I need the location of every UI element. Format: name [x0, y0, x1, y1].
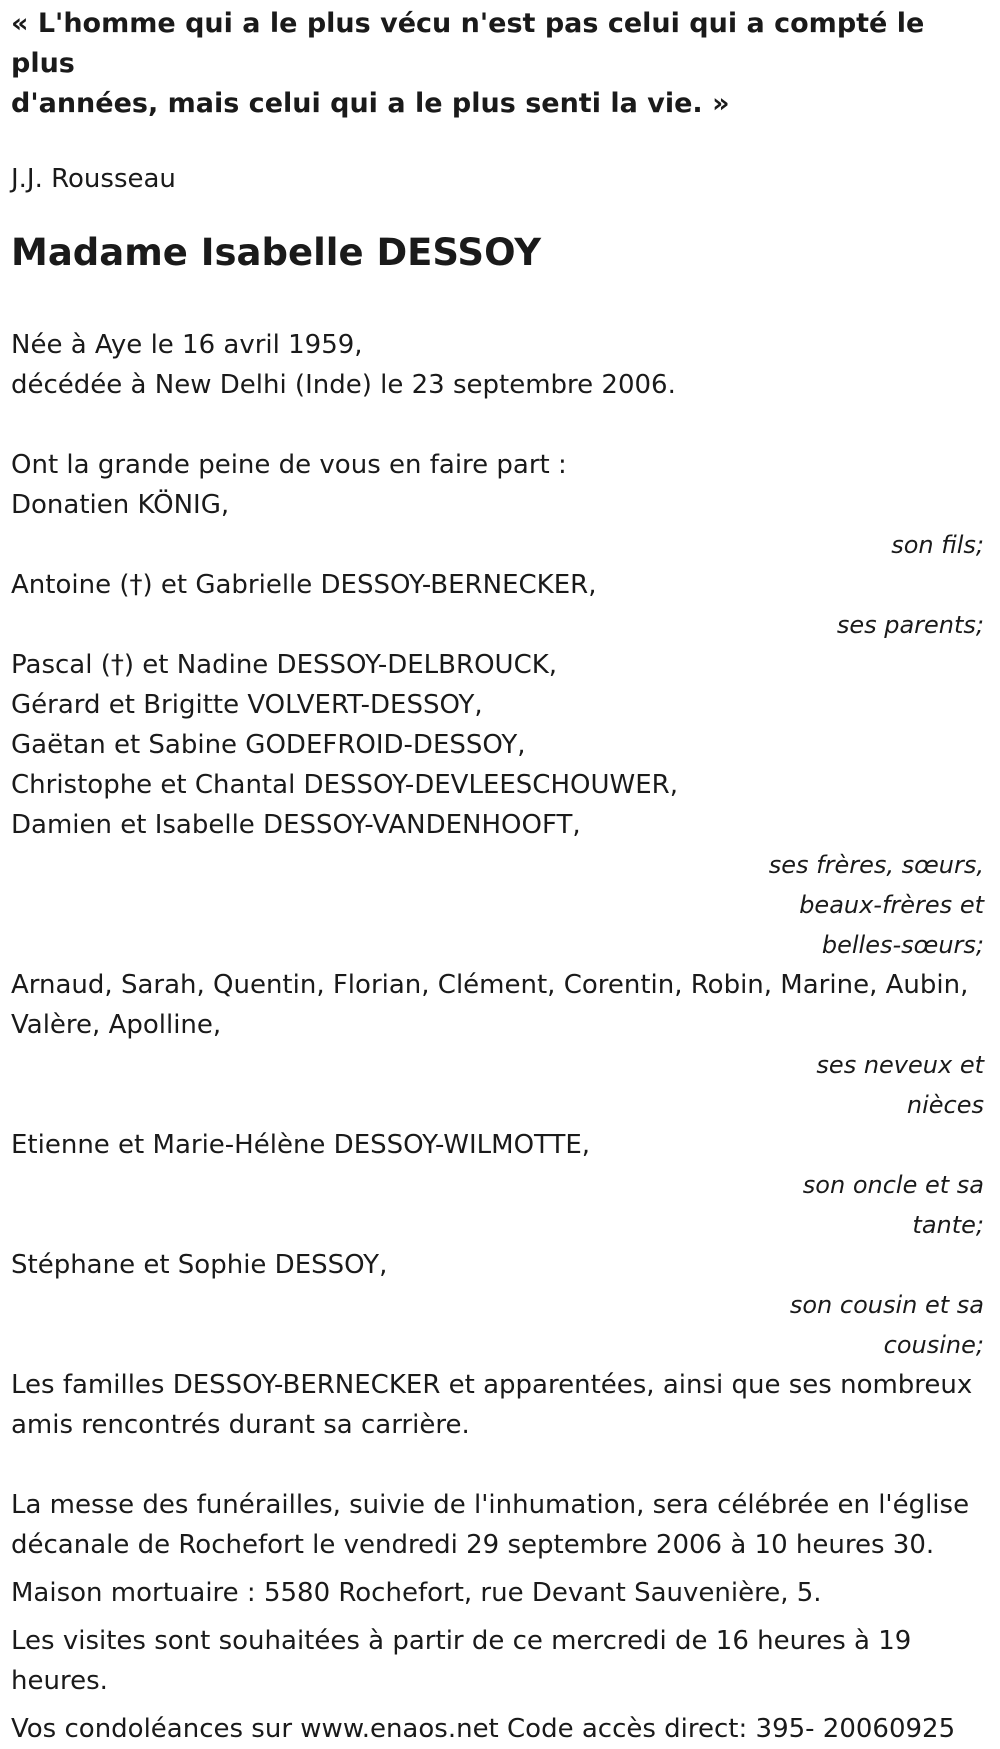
- relationship-line: son cousin et sa: [789, 1291, 984, 1319]
- family-name-line: Gaëtan et Sabine GODEFROID-DESSOY,: [11, 730, 526, 760]
- family-name-line: Christophe et Chantal DESSOY-DEVLEESCHOUWER,: [11, 770, 678, 800]
- family-group: [11, 485, 991, 565]
- relationship-label: [11, 605, 991, 645]
- family-names: [11, 1245, 991, 1285]
- family-name-line: Arnaud, Sarah, Quentin, Florian, Clément, Corentin, Robin, Marine, Aubin,: [11, 970, 969, 1000]
- funeral-line: décanale de Rochefort le vendredi 29 septembre 2006 à 10 heures 30.: [11, 1530, 935, 1560]
- funeral-line: La messe des funérailles, suivie de l'inhumation, sera célébrée en l'église: [11, 1490, 970, 1520]
- family-group: [11, 645, 991, 965]
- relationship-label: [11, 1285, 991, 1365]
- family-group: [11, 565, 991, 645]
- birth-death-info: [11, 325, 991, 405]
- family-name-line: Pascal (†) et Nadine DESSOY-DELBROUCK,: [11, 650, 558, 680]
- family-names: [11, 1125, 991, 1165]
- relationship-line: ses parents;: [836, 611, 984, 639]
- relationship-line: tante;: [912, 1211, 984, 1239]
- family-names: [11, 485, 991, 525]
- deceased-name-heading: Madame Isabelle DESSOY: [11, 231, 541, 274]
- family-group: [11, 1125, 991, 1245]
- family-name-line: Antoine (†) et Gabrielle DESSOY-BERNECKER,: [11, 570, 597, 600]
- relationship-line: belles-sœurs;: [821, 931, 984, 959]
- family-names: [11, 965, 991, 1045]
- relationship-line: son fils;: [891, 531, 984, 559]
- funeral-mass-paragraph: [11, 1485, 991, 1565]
- extended-family-paragraph: [11, 1365, 991, 1445]
- relationship-line: nièces: [906, 1091, 984, 1119]
- relationship-label: [11, 1045, 991, 1125]
- visiting-line: heures.: [11, 1666, 108, 1696]
- death-line: décédée à New Delhi (Inde) le 23 septembre 2006.: [11, 370, 676, 400]
- condolences-info: Vos condoléances sur www.enaos.net Code accès direct: 395- 20060925: [11, 1714, 956, 1744]
- family-group: [11, 965, 991, 1125]
- family-names: [11, 565, 991, 605]
- relationship-line: son oncle et sa: [802, 1171, 984, 1199]
- obituary-page: [11, 0, 991, 1749]
- relationship-label: [11, 525, 991, 565]
- relationship-line: ses neveux et: [816, 1051, 984, 1079]
- family-group: [11, 1245, 991, 1365]
- family-name-line: Damien et Isabelle DESSOY-VANDENHOOFT,: [11, 810, 581, 840]
- announcement-intro: Ont la grande peine de vous en faire part :: [11, 450, 567, 480]
- family-name-line: Donatien KÖNIG,: [11, 490, 230, 520]
- relationship-line: cousine;: [883, 1331, 984, 1359]
- quote-line: d'années, mais celui qui a le plus senti la vie. »: [11, 88, 730, 119]
- quote-author: J.J. Rousseau: [11, 164, 176, 194]
- extended-family-line: Les familles DESSOY-BERNECKER et apparentées, ainsi que ses nombreux: [11, 1370, 973, 1400]
- family-name-line: Stéphane et Sophie DESSOY,: [11, 1250, 388, 1280]
- epigraph-quote: [11, 4, 991, 124]
- relationship-line: beaux-frères et: [799, 891, 984, 919]
- relationship-line: ses frères, sœurs,: [768, 851, 984, 879]
- relationship-label: [11, 845, 991, 965]
- mortuary-address: Maison mortuaire : 5580 Rochefort, rue Devant Sauvenière, 5.: [11, 1578, 822, 1608]
- birth-line: Née à Aye le 16 avril 1959,: [11, 330, 363, 360]
- family-name-line: Etienne et Marie-Hélène DESSOY-WILMOTTE,: [11, 1130, 591, 1160]
- extended-family-line: amis rencontrés durant sa carrière.: [11, 1410, 470, 1440]
- visiting-line: Les visites sont souhaitées à partir de ce mercredi de 16 heures à 19: [11, 1626, 912, 1656]
- family-names: [11, 645, 991, 845]
- quote-line: « L'homme qui a le plus vécu n'est pas celui qui a compté le plus: [11, 8, 925, 79]
- relationship-label: [11, 1165, 991, 1245]
- visiting-hours: [11, 1621, 991, 1701]
- family-name-line: Valère, Apolline,: [11, 1010, 222, 1040]
- family-name-line: Gérard et Brigitte VOLVERT-DESSOY,: [11, 690, 483, 720]
